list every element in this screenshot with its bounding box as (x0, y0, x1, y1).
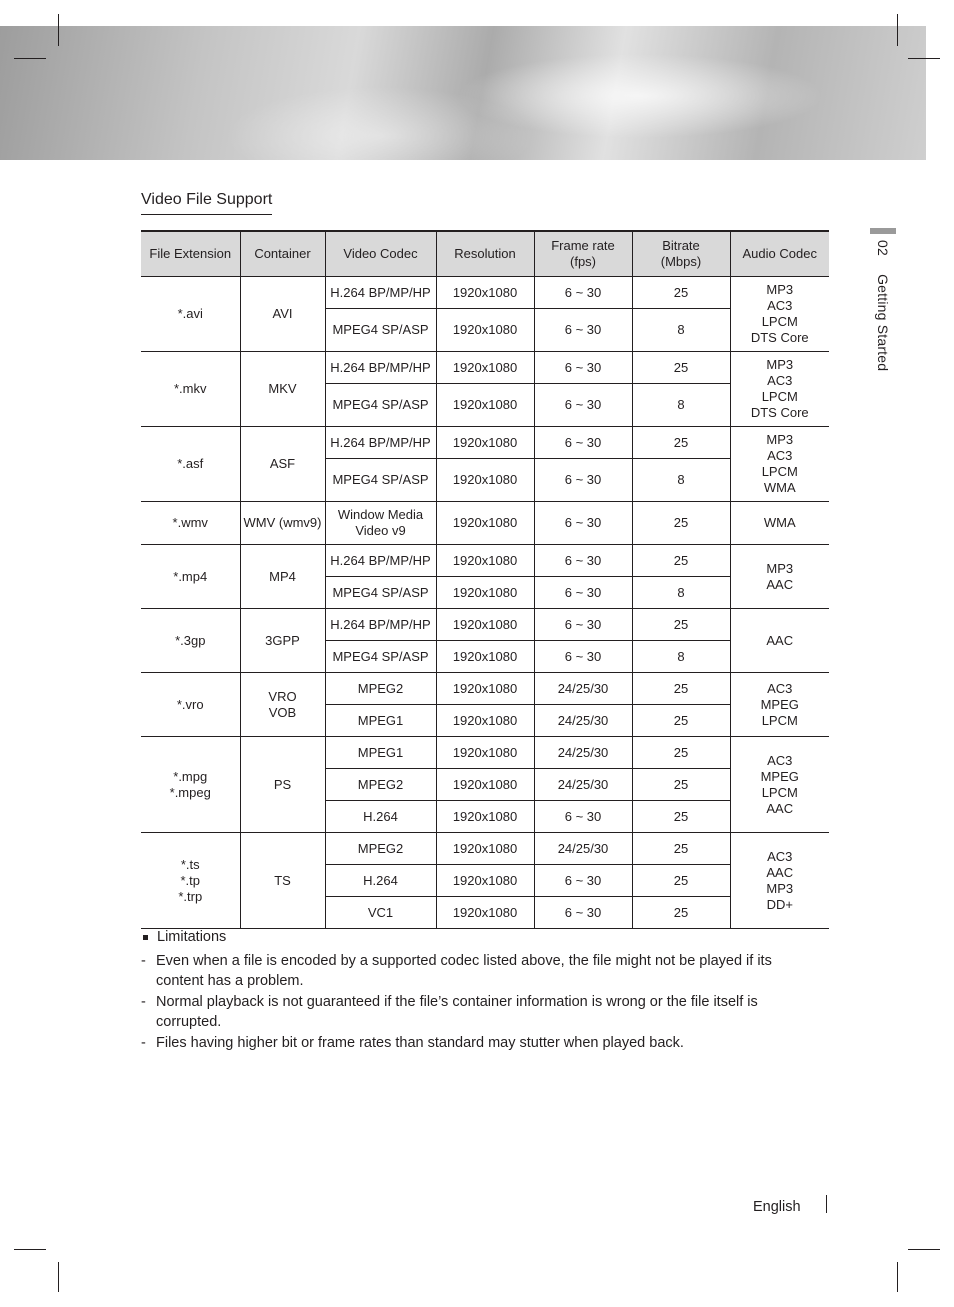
header-resolution: Resolution (436, 231, 534, 277)
video-codec-cell: MPEG4 SP/ASP (325, 459, 436, 502)
limitation-item (141, 951, 811, 991)
file-extension-cell: *.vro (141, 673, 240, 737)
container-cell: MP4 (240, 545, 325, 609)
bitrate-cell: 25 (632, 609, 730, 641)
crop-mark (14, 1249, 46, 1250)
table-row (141, 609, 829, 641)
file-extension-cell: *.mp4 (141, 545, 240, 609)
file-extension-cell: *.mkv (141, 352, 240, 427)
header-audio-codec: Audio Codec (730, 231, 829, 277)
frame-rate-cell: 24/25/30 (534, 673, 632, 705)
frame-rate-cell: 6 ~ 30 (534, 309, 632, 352)
bitrate-cell: 25 (632, 705, 730, 737)
frame-rate-cell: 6 ~ 30 (534, 865, 632, 897)
header-file-extension: File Extension (141, 231, 240, 277)
video-codec-cell: MPEG2 (325, 833, 436, 865)
video-codec-cell: MPEG1 (325, 705, 436, 737)
header-container: Container (240, 231, 325, 277)
resolution-cell: 1920x1080 (436, 427, 534, 459)
bitrate-cell: 25 (632, 737, 730, 769)
video-codec-cell: MPEG2 (325, 673, 436, 705)
video-codec-cell: MPEG4 SP/ASP (325, 577, 436, 609)
dash-icon: - (141, 994, 146, 1010)
bitrate-cell: 25 (632, 545, 730, 577)
crop-mark (897, 1262, 898, 1292)
audio-codec-cell: MP3 AAC (730, 545, 829, 609)
container-cell: VRO VOB (240, 673, 325, 737)
bitrate-cell: 25 (632, 673, 730, 705)
video-codec-cell: H.264 BP/MP/HP (325, 277, 436, 309)
bitrate-cell: 25 (632, 833, 730, 865)
resolution-cell: 1920x1080 (436, 352, 534, 384)
file-extension-cell: *.asf (141, 427, 240, 502)
limitation-item (141, 992, 811, 1032)
file-extension-cell: *.mpg *.mpeg (141, 737, 240, 833)
audio-codec-cell: AC3 AAC MP3 DD+ (730, 833, 829, 929)
audio-codec-cell: AC3 MPEG LPCM (730, 673, 829, 737)
table-row (141, 833, 829, 865)
section-title: Video File Support (141, 191, 272, 215)
frame-rate-cell: 6 ~ 30 (534, 427, 632, 459)
audio-codec-cell: AC3 MPEG LPCM AAC (730, 737, 829, 833)
resolution-cell: 1920x1080 (436, 577, 534, 609)
table-row (141, 673, 829, 705)
side-tab-marker (870, 228, 896, 234)
chapter-number: 02 (875, 240, 891, 256)
square-bullet-icon (143, 935, 148, 940)
container-cell: TS (240, 833, 325, 929)
audio-codec-cell: MP3 AC3 LPCM DTS Core (730, 352, 829, 427)
frame-rate-cell: 6 ~ 30 (534, 277, 632, 309)
resolution-cell: 1920x1080 (436, 737, 534, 769)
frame-rate-cell: 6 ~ 30 (534, 352, 632, 384)
bitrate-cell: 8 (632, 384, 730, 427)
audio-codec-cell: WMA (730, 502, 829, 545)
bitrate-cell: 8 (632, 577, 730, 609)
frame-rate-cell: 24/25/30 (534, 769, 632, 801)
limitation-text: Files having higher bit or frame rates than standard may stutter when played back. (156, 1035, 684, 1051)
header-banner (0, 26, 926, 160)
chapter-side-label (875, 240, 891, 371)
crop-mark (908, 1249, 940, 1250)
frame-rate-cell: 6 ~ 30 (534, 801, 632, 833)
header-video-codec: Video Codec (325, 231, 436, 277)
container-cell: 3GPP (240, 609, 325, 673)
crop-mark (897, 14, 898, 46)
video-codec-cell: MPEG1 (325, 737, 436, 769)
header-frame-rate: Frame rate (fps) (534, 231, 632, 277)
container-cell: PS (240, 737, 325, 833)
table-row (141, 737, 829, 769)
audio-codec-cell: AAC (730, 609, 829, 673)
crop-mark (58, 1262, 59, 1292)
frame-rate-cell: 24/25/30 (534, 833, 632, 865)
table-header-row (141, 231, 829, 277)
table-row (141, 277, 829, 309)
header-bitrate: Bitrate (Mbps) (632, 231, 730, 277)
frame-rate-cell: 6 ~ 30 (534, 502, 632, 545)
dash-icon: - (141, 953, 146, 969)
frame-rate-cell: 24/25/30 (534, 705, 632, 737)
video-codec-cell: MPEG4 SP/ASP (325, 384, 436, 427)
bitrate-cell: 8 (632, 459, 730, 502)
audio-codec-cell: MP3 AC3 LPCM WMA (730, 427, 829, 502)
frame-rate-cell: 24/25/30 (534, 737, 632, 769)
bitrate-cell: 25 (632, 502, 730, 545)
resolution-cell: 1920x1080 (436, 502, 534, 545)
bitrate-cell: 25 (632, 865, 730, 897)
limitation-item (141, 1033, 811, 1053)
limitation-text: Normal playback is not guaranteed if the file’s container information is wrong or the file itself is corrupted. (156, 994, 758, 1030)
file-extension-cell: *.ts *.tp *.trp (141, 833, 240, 929)
table-row (141, 502, 829, 545)
footer-divider (826, 1195, 827, 1213)
video-codec-cell: MPEG2 (325, 769, 436, 801)
video-codec-cell: MPEG4 SP/ASP (325, 641, 436, 673)
video-codec-cell: H.264 BP/MP/HP (325, 352, 436, 384)
audio-codec-cell: MP3 AC3 LPCM DTS Core (730, 277, 829, 352)
resolution-cell: 1920x1080 (436, 609, 534, 641)
resolution-cell: 1920x1080 (436, 769, 534, 801)
container-cell: MKV (240, 352, 325, 427)
video-file-support-table (141, 230, 829, 929)
bitrate-cell: 25 (632, 769, 730, 801)
file-extension-cell: *.wmv (141, 502, 240, 545)
resolution-cell: 1920x1080 (436, 897, 534, 929)
frame-rate-cell: 6 ~ 30 (534, 459, 632, 502)
resolution-cell: 1920x1080 (436, 801, 534, 833)
resolution-cell: 1920x1080 (436, 545, 534, 577)
video-codec-cell: MPEG4 SP/ASP (325, 309, 436, 352)
dash-icon: - (141, 1035, 146, 1051)
resolution-cell: 1920x1080 (436, 641, 534, 673)
crop-mark (908, 58, 940, 59)
bitrate-cell: 25 (632, 352, 730, 384)
frame-rate-cell: 6 ~ 30 (534, 545, 632, 577)
table-row (141, 352, 829, 384)
frame-rate-cell: 6 ~ 30 (534, 577, 632, 609)
crop-mark (14, 58, 46, 59)
resolution-cell: 1920x1080 (436, 459, 534, 502)
video-codec-cell: H.264 (325, 801, 436, 833)
limitations-heading-text: Limitations (157, 929, 227, 945)
bitrate-cell: 25 (632, 801, 730, 833)
chapter-title: Getting Started (875, 274, 891, 372)
resolution-cell: 1920x1080 (436, 309, 534, 352)
bitrate-cell: 8 (632, 309, 730, 352)
frame-rate-cell: 6 ~ 30 (534, 609, 632, 641)
table-row (141, 545, 829, 577)
resolution-cell: 1920x1080 (436, 705, 534, 737)
crop-mark (58, 14, 59, 46)
video-codec-cell: H.264 BP/MP/HP (325, 427, 436, 459)
frame-rate-cell: 6 ~ 30 (534, 641, 632, 673)
frame-rate-cell: 6 ~ 30 (534, 384, 632, 427)
video-codec-cell: H.264 BP/MP/HP (325, 609, 436, 641)
resolution-cell: 1920x1080 (436, 384, 534, 427)
container-cell: WMV (wmv9) (240, 502, 325, 545)
bitrate-cell: 8 (632, 641, 730, 673)
resolution-cell: 1920x1080 (436, 277, 534, 309)
bitrate-cell: 25 (632, 897, 730, 929)
file-extension-cell: *.3gp (141, 609, 240, 673)
container-cell: ASF (240, 427, 325, 502)
frame-rate-cell: 6 ~ 30 (534, 897, 632, 929)
bitrate-cell: 25 (632, 427, 730, 459)
resolution-cell: 1920x1080 (436, 673, 534, 705)
container-cell: AVI (240, 277, 325, 352)
video-codec-cell: VC1 (325, 897, 436, 929)
footer-language: English (753, 1199, 801, 1215)
video-codec-cell: H.264 (325, 865, 436, 897)
file-extension-cell: *.avi (141, 277, 240, 352)
video-codec-cell: H.264 BP/MP/HP (325, 545, 436, 577)
limitations-notes (141, 927, 811, 1054)
resolution-cell: 1920x1080 (436, 865, 534, 897)
limitations-heading (141, 927, 811, 947)
video-codec-cell: Window Media Video v9 (325, 502, 436, 545)
limitation-text: Even when a file is encoded by a supported codec listed above, the file might not be played if its content has a problem. (156, 953, 772, 989)
resolution-cell: 1920x1080 (436, 833, 534, 865)
table-row (141, 427, 829, 459)
bitrate-cell: 25 (632, 277, 730, 309)
